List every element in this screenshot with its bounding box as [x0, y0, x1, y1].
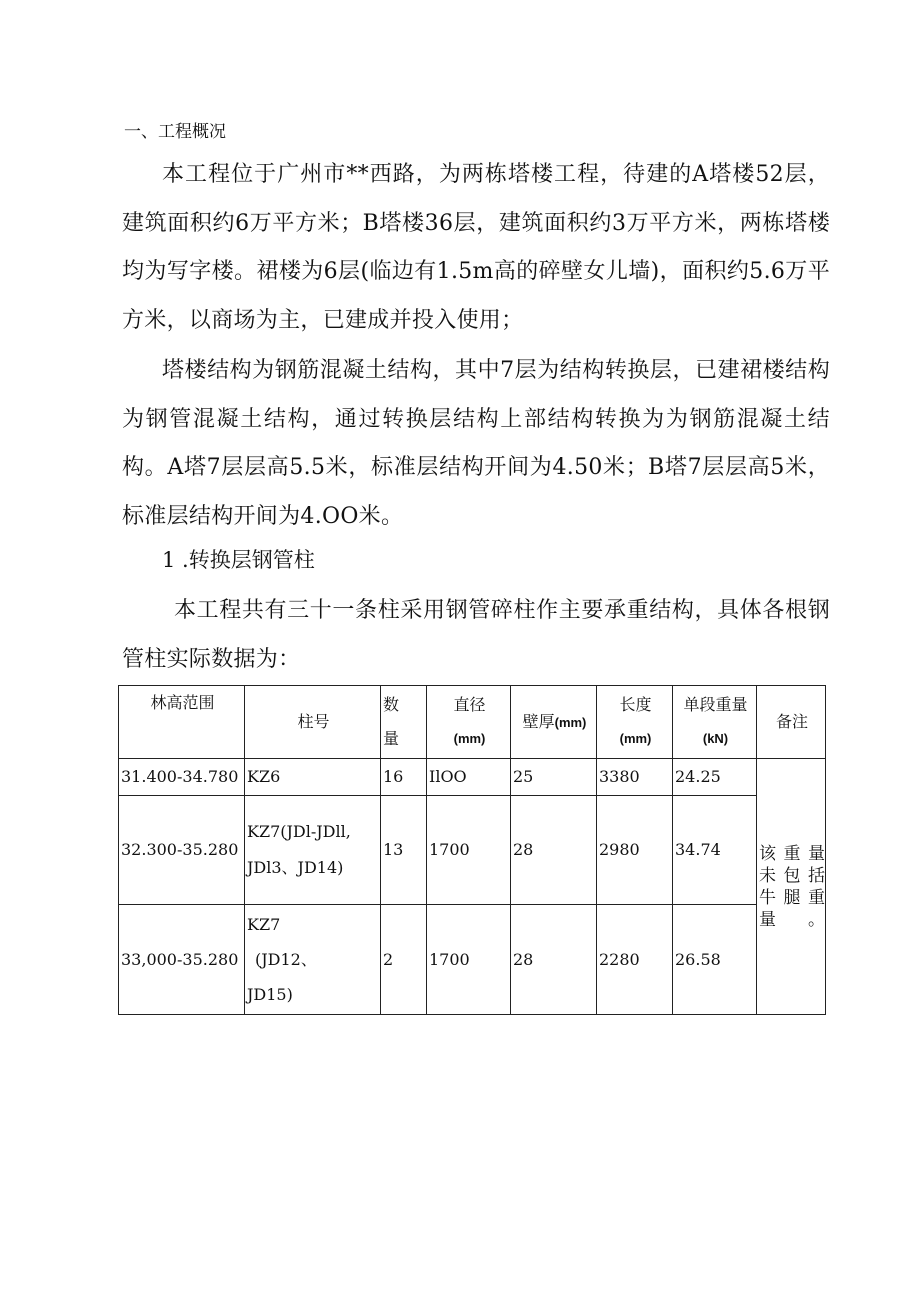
cell-thickness: 28	[511, 796, 597, 905]
header-qty	[381, 686, 427, 759]
header-length-label: 长度	[619, 695, 652, 714]
cell-diameter: 1700	[427, 796, 511, 905]
header-thickness-unit: (mm)	[554, 714, 587, 730]
cell-length: 3380	[597, 759, 673, 796]
cell-qty: 13	[381, 796, 427, 905]
header-weight	[673, 686, 757, 759]
cell-column-no: KZ6	[245, 759, 381, 796]
cell-column-no	[245, 905, 381, 1015]
cell-column-no-line-2: (JD12、	[255, 950, 317, 969]
cell-column-no-line-1: KZ7	[247, 915, 281, 934]
cell-weight: 24.25	[673, 759, 757, 796]
header-qty-line-1: 数	[383, 695, 400, 714]
header-diameter-label: 直径	[453, 695, 486, 714]
cell-qty: 16	[381, 759, 427, 796]
cell-weight: 26.58	[673, 905, 757, 1015]
cell-elevation: 31.400-34.780	[119, 759, 245, 796]
table-header-row	[119, 686, 826, 759]
table-row	[119, 796, 826, 905]
cell-column-no-line-2: JDl3、JD14)	[247, 858, 344, 877]
cell-column-no	[245, 796, 381, 905]
cell-column-no-line-3: JD15)	[247, 985, 293, 1004]
cell-qty: 2	[381, 905, 427, 1015]
header-weight-label: 单段重量	[683, 695, 748, 714]
cell-thickness: 28	[511, 905, 597, 1015]
cell-elevation: 33,000-35.280	[119, 905, 245, 1015]
cell-weight: 34.74	[673, 796, 757, 905]
paragraph-overview: 本工程位于广州市**西路，为两栋塔楼工程，待建的A塔楼52层，建筑面积约6万平方米；B塔楼36层，建筑面积约3万平方米，两栋塔楼均为写字楼。裙楼为6层(临边有1.5m高的碎壁女儿墙)，面积约5.6万平方米，以商场为主，已建成并投入使用；	[122, 162, 830, 333]
cell-remark: 该重量未包括牛腿重量。	[757, 759, 826, 1015]
cell-length: 2980	[597, 796, 673, 905]
cell-length: 2280	[597, 905, 673, 1015]
table-row	[119, 759, 826, 796]
header-thickness	[511, 686, 597, 759]
table-row	[119, 905, 826, 1015]
steel-column-table	[118, 685, 826, 1015]
header-length	[597, 686, 673, 759]
header-diameter	[427, 686, 511, 759]
header-remark: 备注	[757, 686, 826, 759]
cell-elevation: 32.300-35.280	[119, 796, 245, 905]
header-elevation: 林高范围	[119, 686, 245, 759]
paragraph-intro: 本工程共有三十一条柱采用钢管碎柱作主要承重结构，具体各根钢管柱实际数据为：	[122, 598, 830, 672]
paragraph-structure: 塔楼结构为钢筋混凝土结构，其中7层为结构转换层，已建裙楼结构为钢管混凝土结构，通过转换层结构上部结构转换为为钢筋混凝土结构。A塔7层层高5.5米，标准层结构开间为4.50米；B塔7层层高5米，标准层结构开间为4.OO米。	[122, 358, 830, 529]
cell-diameter: 1700	[427, 905, 511, 1015]
cell-thickness: 25	[511, 759, 597, 796]
section-heading: 一、工程概况	[124, 122, 226, 142]
header-column-no: 柱号	[245, 686, 381, 759]
header-qty-line-2: 量	[383, 729, 400, 748]
header-diameter-unit: (mm)	[453, 731, 486, 746]
header-thickness-label: 壁厚	[522, 711, 555, 731]
header-weight-unit: (kN)	[702, 731, 729, 746]
header-length-unit: (mm)	[619, 731, 652, 746]
cell-diameter: IlOO	[427, 759, 511, 796]
subsection-heading: 1 .转换层钢管柱	[162, 548, 315, 572]
cell-column-no-line-1: KZ7(JDl-JDll,	[247, 822, 351, 841]
